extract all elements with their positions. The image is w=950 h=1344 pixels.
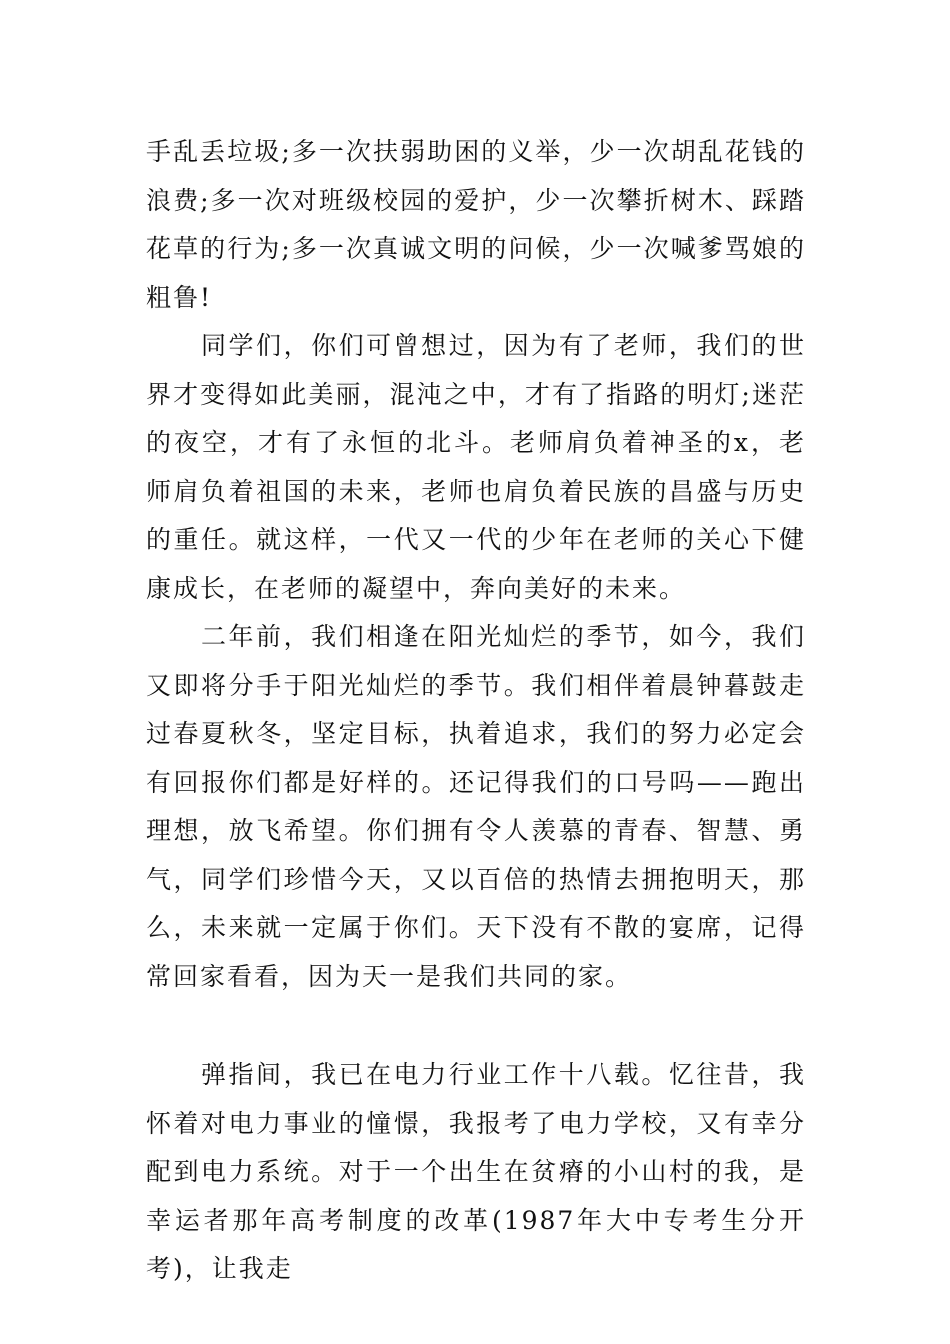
- paragraph-1: 手乱丢垃圾;多一次扶弱助困的义举，少一次胡乱花钱的浪费;多一次对班级校园的爱护，少一次攀折树木、踩踏花草的行为;多一次真诚文明的问候，少一次喊爹骂娘的粗鲁!: [146, 137, 806, 312]
- paragraph-4: 弹指间，我已在电力行业工作十八载。忆往昔，我怀着对电力事业的憧憬，我报考了电力学校，又有幸分配到电力系统。对于一个出生在贫瘠的小山村的我，是幸运者那年高考制度的改革(1987年大中专考生分开考)，让我走: [146, 1060, 806, 1283]
- paragraph-3: 二年前，我们相逢在阳光灿烂的季节，如今，我们又即将分手于阳光灿烂的季节。我们相伴着晨钟暮鼓走过春夏秋冬，坚定目标，执着追求，我们的努力必定会有回报你们都是好样的。还记得我们的口号吗——跑出理想，放飞希望。你们拥有令人羡慕的青春、智慧、勇气，同学们珍惜今天，又以百倍的热情去拥抱明天，那么，未来就一定属于你们。天下没有不散的宴席，记得常回家看看，因为天一是我们共同的家。: [146, 622, 806, 991]
- paragraph-2: 同学们，你们可曾想过，因为有了老师，我们的世界才变得如此美丽，混沌之中，才有了指路的明灯;迷茫的夜空，才有了永恒的北斗。老师肩负着神圣的x，老师肩负着祖国的未来，老师也肩负着民族的昌盛与历史的重任。就这样，一代又一代的少年在老师的关心下健康成长，在老师的凝望中，奔向美好的未来。: [146, 331, 806, 603]
- document-page: [146, 128, 806, 1294]
- section-gap: [146, 1001, 806, 1051]
